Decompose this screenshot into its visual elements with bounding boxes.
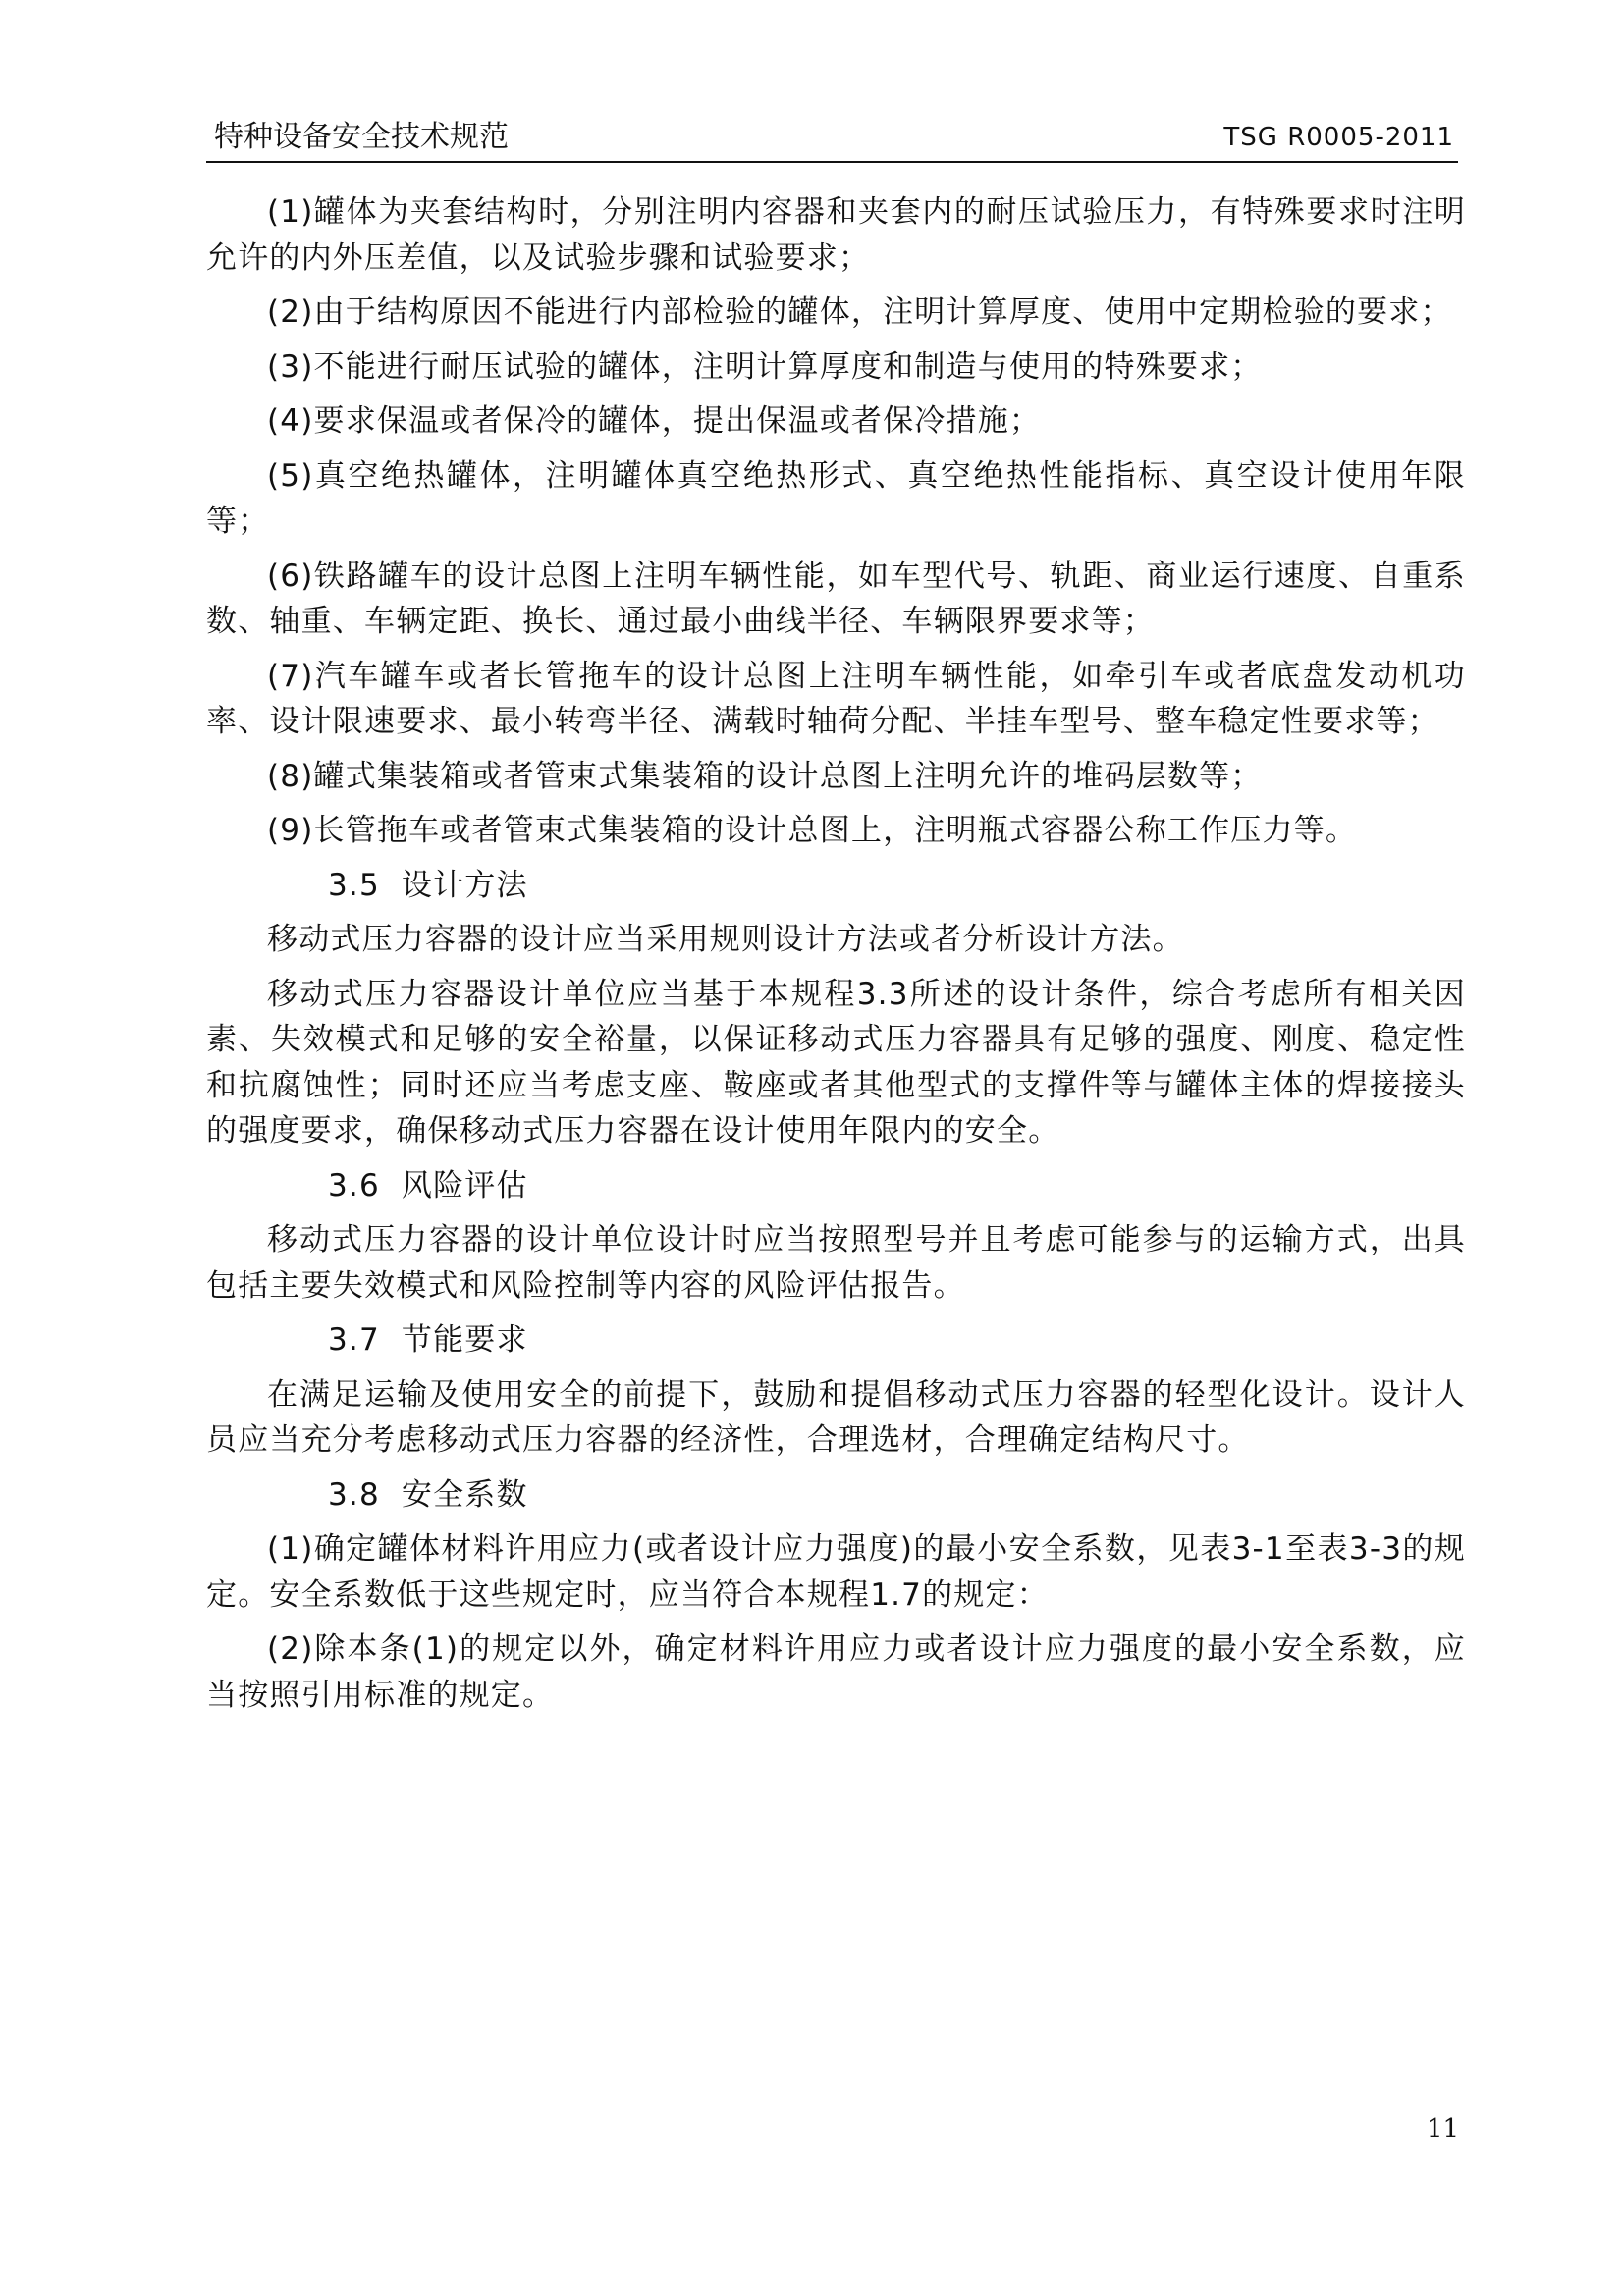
section-heading [206, 1472, 1466, 1519]
paragraph: 移动式压力容器设计单位应当基于本规程3.3所述的设计条件，综合考虑所有相关因素、失效模式和足够的安全裕量，以保证移动式压力容器具有足够的强度、刚度、稳定性和抗腐蚀性；同时还应当考虑支座、鞍座或者其他型式的支撑件等与罐体主体的焊接接头的强度要求，确保移动式压力容器在设计使用年限内的安全。 [206, 976, 1466, 1148]
paragraph: (2)除本条(1)的规定以外，确定材料许用应力或者设计应力强度的最小安全系数，应当按照引用标准的规定。 [206, 1631, 1466, 1713]
section-title: 安全系数 [401, 1476, 528, 1513]
paragraph: 移动式压力容器的设计单位设计时应当按照型号并且考虑可能参与的运输方式，出具包括主要失效模式和风险控制等内容的风险评估报告。 [206, 1222, 1466, 1304]
header-divider [206, 161, 1458, 163]
paragraph: (6)铁路罐车的设计总图上注明车辆性能，如车型代号、轨距、商业运行速度、自重系数、轴重、车辆定距、换长、通过最小曲线半径、车辆限界要求等； [206, 558, 1466, 639]
paragraph: 移动式压力容器的设计应当采用规则设计方法或者分析设计方法。 [267, 922, 1184, 957]
paragraph: (7)汽车罐车或者长管拖车的设计总图上注明车辆性能，如牵引车或者底盘发动机功率、设计限速要求、最小转弯半径、满载时轴荷分配、半挂车型号、整车稳定性要求等； [206, 658, 1466, 739]
paragraph: (9)长管拖车或者管束式集装箱的设计总图上，注明瓶式容器公称工作压力等。 [267, 813, 1358, 848]
page-number: 11 [1426, 2114, 1459, 2144]
section-number: 3.6 [328, 1167, 380, 1203]
header-document-code: TSG R0005-2011 [1223, 123, 1454, 152]
section-heading [206, 863, 1466, 909]
paragraph: (5)真空绝热罐体，注明罐体真空绝热形式、真空绝热性能指标、真空设计使用年限等； [206, 457, 1466, 539]
paragraph: (2)由于结构原因不能进行内部检验的罐体，注明计算厚度、使用中定期检验的要求； [267, 294, 1452, 330]
section-title: 节能要求 [401, 1322, 528, 1358]
paragraph: 在满足运输及使用安全的前提下，鼓励和提倡移动式压力容器的轻型化设计。设计人员应当充分考虑移动式压力容器的经济性，合理选材，合理确定结构尺寸。 [206, 1376, 1466, 1458]
section-title: 设计方法 [401, 867, 528, 903]
section-number: 3.5 [328, 867, 380, 903]
header-title: 特种设备安全技术规范 [214, 120, 509, 154]
paragraph: (4)要求保温或者保冷的罐体，提出保温或者保冷措施； [267, 403, 1042, 439]
section-title: 风险评估 [401, 1167, 528, 1203]
page-header [206, 118, 1458, 161]
document-body [206, 189, 1466, 1727]
paragraph: (1)罐体为夹套结构时，分别注明内容器和夹套内的耐压试验压力，有特殊要求时注明允许的内外压差值，以及试验步骤和试验要求； [206, 194, 1466, 276]
paragraph: (8)罐式集装箱或者管束式集装箱的设计总图上注明允许的堆码层数等； [267, 758, 1263, 794]
section-number: 3.8 [328, 1476, 380, 1513]
section-heading [206, 1163, 1466, 1209]
section-number: 3.7 [328, 1322, 380, 1358]
paragraph: (3)不能进行耐压试验的罐体，注明计算厚度和制造与使用的特殊要求； [267, 348, 1263, 385]
section-heading [206, 1317, 1466, 1363]
paragraph: (1)确定罐体材料许用应力(或者设计应力强度)的最小安全系数，见表3-1至表3-3的规定。安全系数低于这些规定时，应当符合本规程1.7的规定： [206, 1531, 1466, 1613]
